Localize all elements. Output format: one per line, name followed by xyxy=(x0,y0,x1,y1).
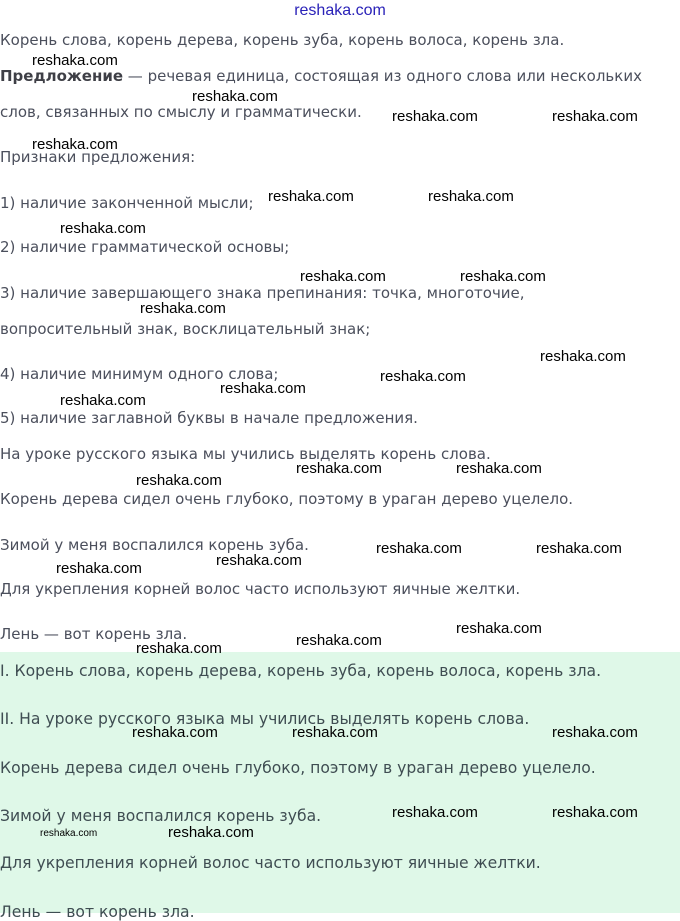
answer-2: II. На уроке русского языка мы учились выделять корень слова. xyxy=(0,710,530,728)
example-4: Для укрепления корней волос часто используют яичные желтки. xyxy=(0,580,521,598)
sign-1: 1) наличие законченной мысли; xyxy=(0,194,254,212)
definition-continuation: слов, связанных по смыслу и грамматически. xyxy=(0,103,362,121)
answer-3: Корень дерева сидел очень глубоко, поэтому в ураган дерево уцелело. xyxy=(0,759,596,777)
example-5: Лень — вот корень зла. xyxy=(0,625,188,643)
watermark: reshaka.com xyxy=(428,188,514,205)
watermark: reshaka.com xyxy=(168,824,254,841)
watermark: reshaka.com xyxy=(216,552,302,569)
watermark: reshaka.com xyxy=(296,632,382,649)
watermark: reshaka.com xyxy=(132,724,218,741)
watermark: reshaka.com xyxy=(536,540,622,557)
signs-title: Признаки предложения: xyxy=(0,148,196,166)
watermark: reshaka.com xyxy=(460,268,546,285)
sign-5: 5) наличие заглавной буквы в начале предложения. xyxy=(0,409,418,427)
watermark: reshaka.com xyxy=(552,804,638,821)
definition-term: Предложение xyxy=(0,67,124,85)
watermark: reshaka.com xyxy=(380,368,466,385)
watermark: reshaka.com xyxy=(376,540,462,557)
example-2: Корень дерева сидел очень глубоко, поэтому в ураган дерево уцелело. xyxy=(0,490,574,508)
answer-5: Для укрепления корней волос часто используют яичные желтки. xyxy=(0,854,541,872)
watermark: reshaka.com xyxy=(552,724,638,741)
sign-3a: 3) наличие завершающего знака препинания: точка, многоточие, xyxy=(0,284,525,302)
example-1: На уроке русского языка мы учились выделять корень слова. xyxy=(0,445,491,463)
watermark: reshaka.com xyxy=(60,220,146,237)
watermark: reshaka.com xyxy=(268,188,354,205)
roots-line: Корень слова, корень дерева, корень зуба, корень волоса, корень зла. xyxy=(0,31,565,49)
watermark: reshaka.com xyxy=(300,268,386,285)
watermark: reshaka.com xyxy=(540,348,626,365)
watermark: reshaka.com xyxy=(136,472,222,489)
watermark: reshaka.com xyxy=(392,804,478,821)
watermark: reshaka.com xyxy=(56,560,142,577)
example-3: Зимой у меня воспалился корень зуба. xyxy=(0,536,309,554)
watermark: reshaka.com xyxy=(456,460,542,477)
watermark-small: reshaka.com xyxy=(40,828,98,839)
watermark: reshaka.com xyxy=(392,108,478,125)
definition-line xyxy=(0,67,642,85)
site-header-link[interactable]: reshaka.com xyxy=(294,2,386,19)
watermark: reshaka.com xyxy=(192,88,278,105)
answer-block xyxy=(0,652,680,921)
watermark: reshaka.com xyxy=(220,380,306,397)
answer-1: I. Корень слова, корень дерева, корень зуба, корень волоса, корень зла. xyxy=(0,662,602,680)
watermark: reshaka.com xyxy=(136,640,222,657)
watermark: reshaka.com xyxy=(292,724,378,741)
watermark: reshaka.com xyxy=(296,460,382,477)
sign-4: 4) наличие минимум одного слова; xyxy=(0,365,279,383)
watermark: reshaka.com xyxy=(32,52,118,69)
sign-2: 2) наличие грамматической основы; xyxy=(0,238,290,256)
sign-3b: вопросительный знак, восклицательный знак; xyxy=(0,320,371,338)
watermark: reshaka.com xyxy=(456,620,542,637)
answer-6: Лень — вот корень зла. xyxy=(0,903,195,921)
answer-4: Зимой у меня воспалился корень зуба. xyxy=(0,807,322,825)
watermark: reshaka.com xyxy=(552,108,638,125)
watermark: reshaka.com xyxy=(32,136,118,153)
watermark: reshaka.com xyxy=(60,392,146,409)
watermark: reshaka.com xyxy=(140,300,226,317)
definition-rest: — речевая единица, состоящая из одного слова или нескольких xyxy=(123,67,642,85)
